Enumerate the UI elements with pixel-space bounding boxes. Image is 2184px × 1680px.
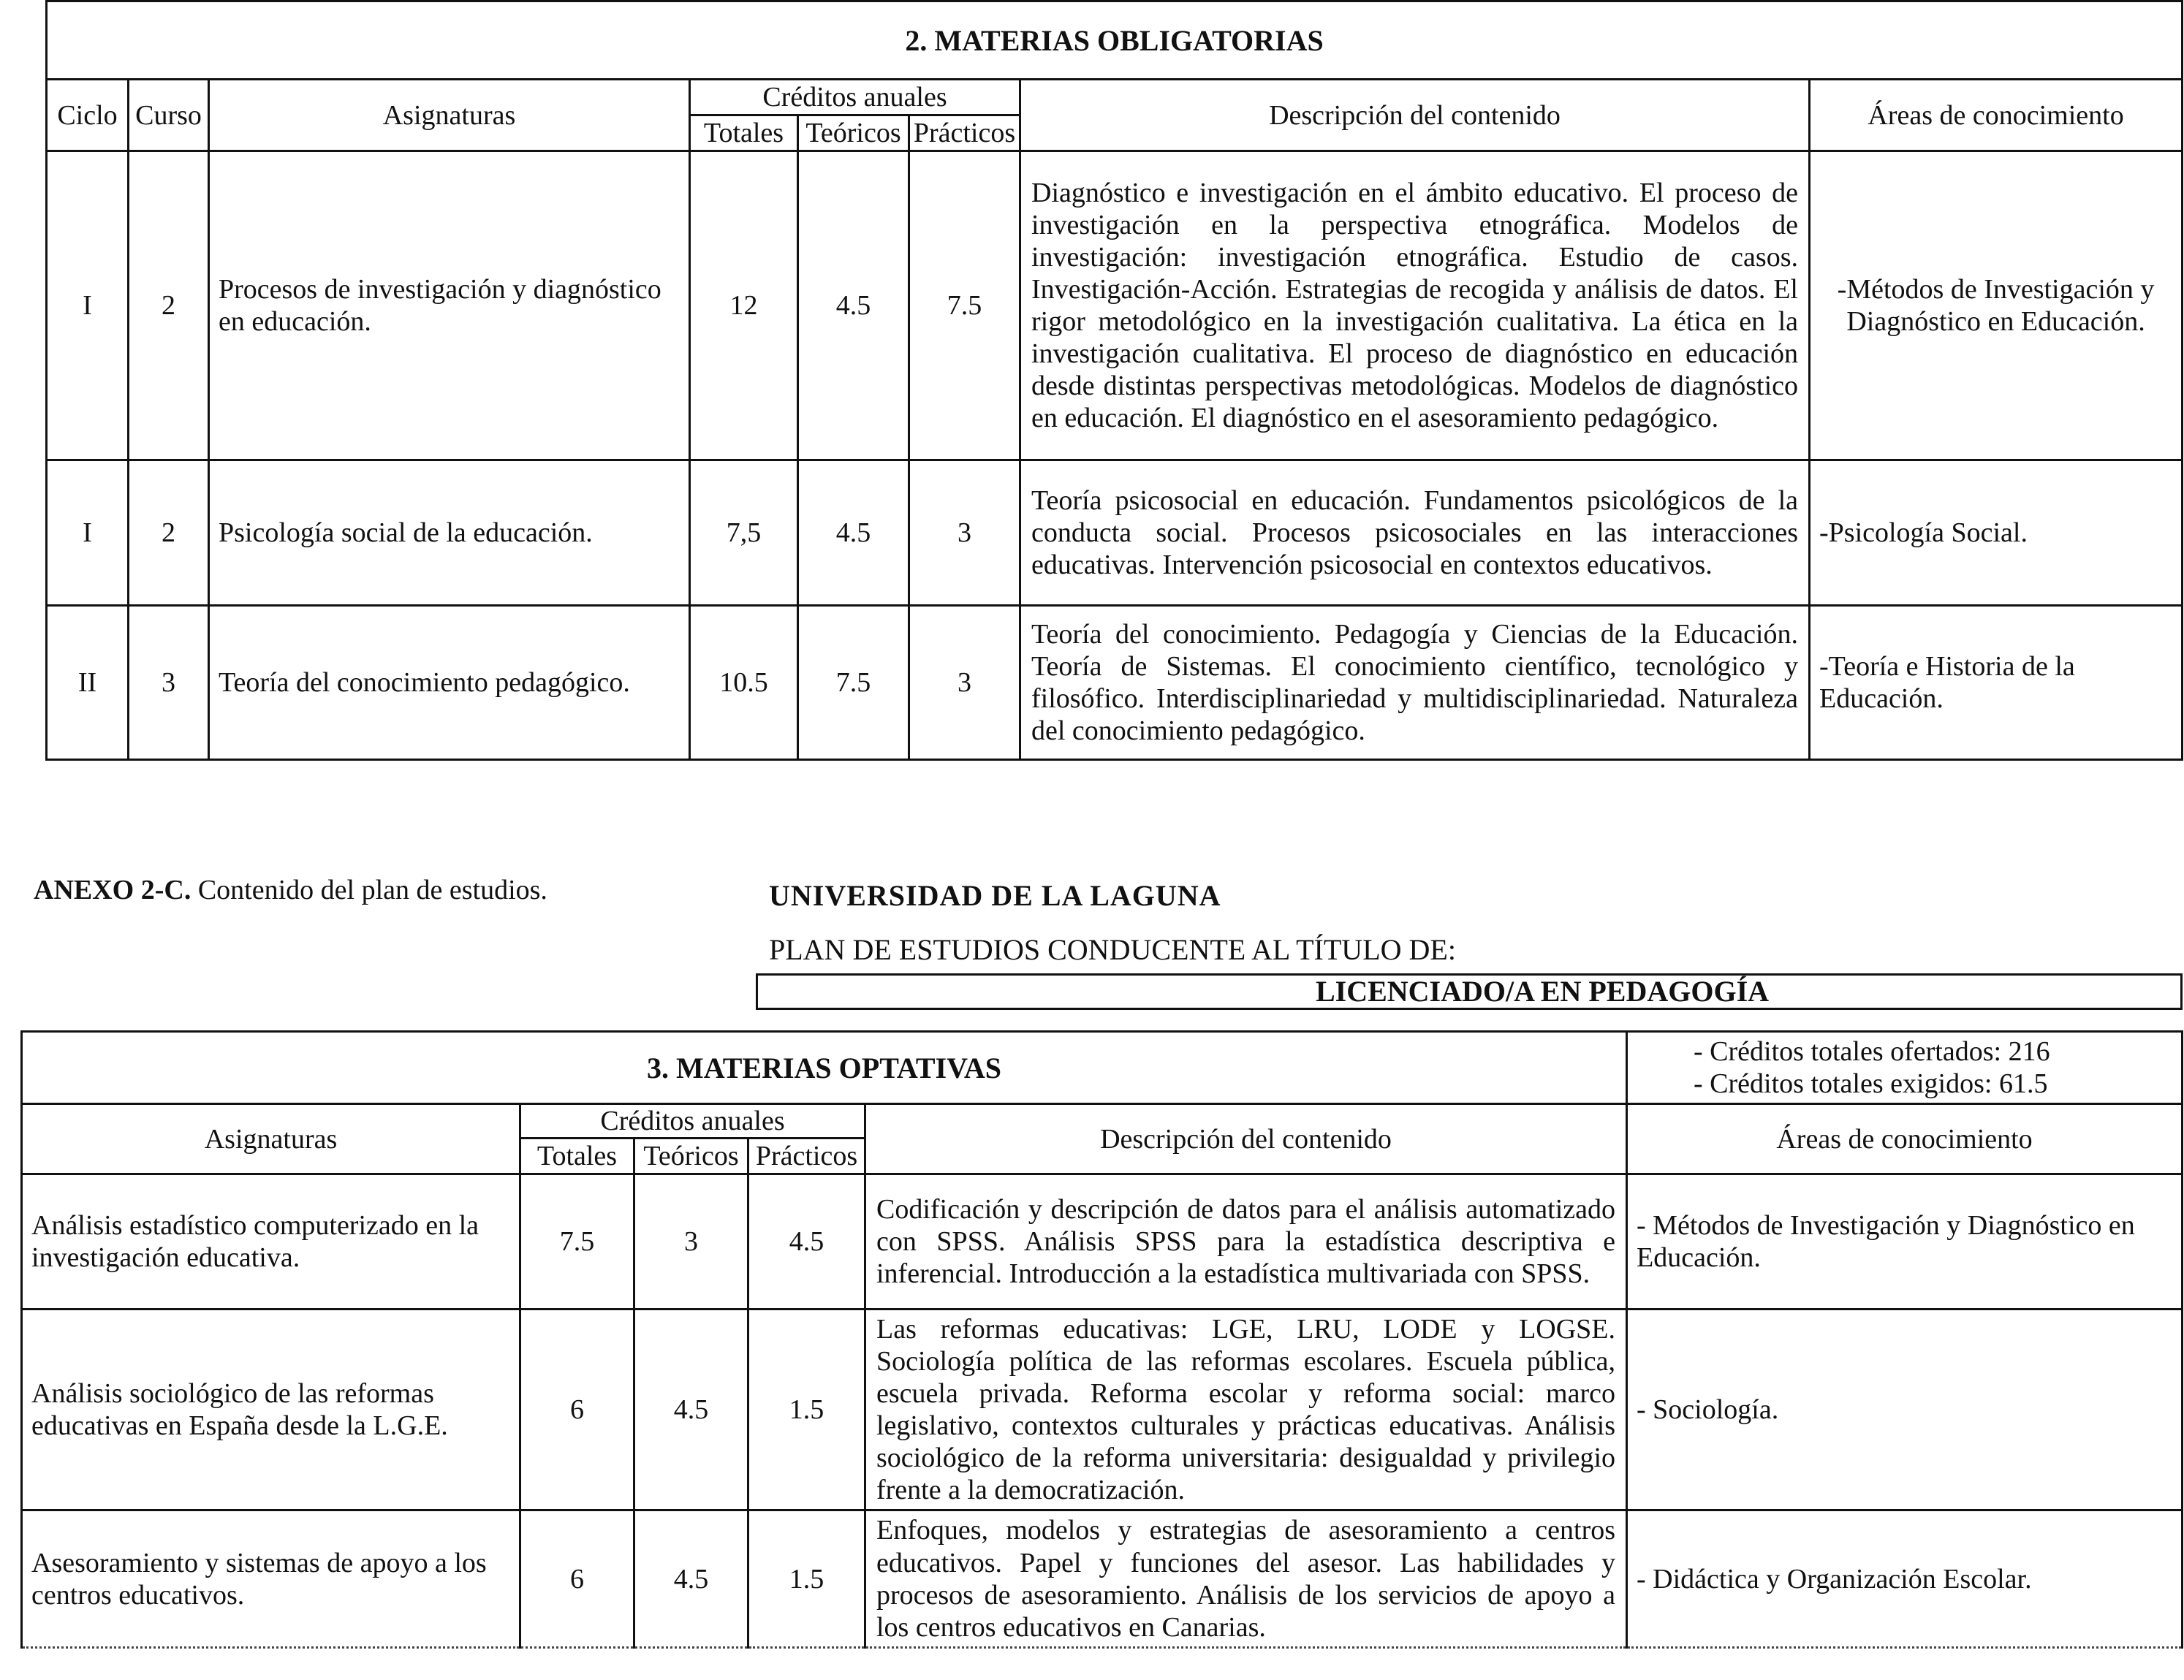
totales-cell: 12 [690, 151, 798, 460]
header-descripcion: Descripción del contenido [1020, 80, 1810, 151]
plan-text: PLAN DE ESTUDIOS CONDUCENTE AL TÍTULO DE: [769, 933, 1456, 966]
table-row [47, 151, 2183, 460]
asignatura-cell: Psicología social de la educación. [209, 460, 690, 606]
ciclo-cell: II [47, 606, 129, 760]
asignatura-cell: Análisis estadístico computerizado en la investigación educativa. [22, 1174, 520, 1310]
header-curso: Curso [129, 80, 209, 151]
optativas-title: 3. MATERIAS OPTATIVAS [22, 1032, 1627, 1104]
titulo-text: LICENCIADO/A EN PEDAGOGÍA [1315, 975, 1770, 1008]
areas-cell: -Métodos de Investigación y Diagnóstico en Educación. [1810, 151, 2183, 460]
ciclo-cell: I [47, 460, 129, 606]
totales-cell: 7,5 [690, 460, 798, 606]
asignatura-cell: Asesoramiento y sistemas de apoyo a los centros educativos. [22, 1510, 520, 1647]
asignatura-cell: Procesos de investigación y diagnóstico en educación. [209, 151, 690, 460]
teoricos-cell: 4.5 [634, 1510, 748, 1647]
anexo-text: Contenido del plan de estudios. [191, 875, 547, 905]
table-row [22, 1510, 2183, 1647]
universidad-name: UNIVERSIDAD DE LA LAGUNA [769, 879, 1221, 912]
areas-cell: - Didáctica y Organización Escolar. [1627, 1510, 2183, 1647]
totales-cell: 6 [520, 1510, 634, 1647]
obligatorias-title: 2. MATERIAS OBLIGATORIAS [47, 1, 2183, 80]
materias-obligatorias-table [45, 0, 2183, 761]
creditos-totales-box [1627, 1032, 2183, 1104]
table-row [47, 606, 2183, 760]
table-row [47, 460, 2183, 606]
totales-cell: 6 [520, 1310, 634, 1510]
header-teoricos: Teóricos [798, 115, 909, 151]
teoricos-cell: 7.5 [798, 606, 909, 760]
anexo-label: ANEXO 2-C. [34, 875, 192, 905]
descripcion-cell: Teoría del conocimiento. Pedagogía y Ciencias de la Educación. Teoría de Sistemas. El conocimiento científico, tecnológico y filosófico. Interdisciplinariedad y multidisciplinariedad. Naturaleza del conocimiento pedagógico. [1020, 606, 1810, 760]
practicos-cell: 7.5 [909, 151, 1020, 460]
table-row [22, 1174, 2183, 1310]
header-totales: Totales [520, 1139, 634, 1174]
teoricos-cell: 3 [634, 1174, 748, 1310]
practicos-cell: 3 [909, 460, 1020, 606]
descripcion-cell: Diagnóstico e investigación en el ámbito educativo. El proceso de investigación en la perspectiva etnográfica. Modelos de investigación: investigación etnográfica. Estudio de casos. Investigación-Acción. Estrategias de recogida y análisis de datos. El rigor metodológico en la investigación cualitativa. La ética en la investigación cualitativa. El proceso de diagnóstico en educación desde distintas perspectivas metodológicas. Modelos de diagnóstico en educación. El diagnóstico en el asesoramiento pedagógico. [1020, 151, 1810, 460]
materias-optativas-table [20, 1030, 2183, 1649]
teoricos-cell: 4.5 [798, 151, 909, 460]
header-practicos: Prácticos [748, 1139, 865, 1174]
teoricos-cell: 4.5 [634, 1310, 748, 1510]
header-practicos: Prácticos [909, 115, 1020, 151]
header-areas: Áreas de conocimiento [1627, 1104, 2183, 1174]
asignatura-cell: Análisis sociológico de las reformas educativas en España desde la L.G.E. [22, 1310, 520, 1510]
totales-cell: 10.5 [690, 606, 798, 760]
asignatura-cell: Teoría del conocimiento pedagógico. [209, 606, 690, 760]
titulo-box [756, 973, 2183, 1010]
creditos-exigidos: - Créditos totales exigidos: 61.5 [1694, 1068, 2048, 1099]
table-row [22, 1310, 2183, 1510]
descripcion-cell: Codificación y descripción de datos para el análisis automatizado con SPSS. Análisis SPSS para la estadística descriptiva e inferencial. Introducción a la estadística multivariada con SPSS. [865, 1174, 1627, 1310]
ciclo-cell: I [47, 151, 129, 460]
header-asignaturas: Asignaturas [209, 80, 690, 151]
areas-cell: -Teoría e Historia de la Educación. [1810, 606, 2183, 760]
totales-cell: 7.5 [520, 1174, 634, 1310]
practicos-cell: 3 [909, 606, 1020, 760]
descripcion-cell: Las reformas educativas: LGE, LRU, LODE y LOGSE. Sociología política de las reformas escolares. Escuela pública, escuela privada. Reforma escolar y reforma social: marco legislativo, contextos culturales y prácticas educativas. Análisis sociológico de la reforma universitaria: desigualdad y privilegio frente a la democratización. [865, 1310, 1627, 1510]
areas-cell: -Psicología Social. [1810, 460, 2183, 606]
teoricos-cell: 4.5 [798, 460, 909, 606]
practicos-cell: 1.5 [748, 1310, 865, 1510]
descripcion-cell: Teoría psicosocial en educación. Fundamentos psicológicos de la conducta social. Procesos psicosociales en las interacciones educativas. Intervención psicosocial en contextos educativos. [1020, 460, 1810, 606]
header-asignaturas: Asignaturas [22, 1104, 520, 1174]
practicos-cell: 1.5 [748, 1510, 865, 1647]
curso-cell: 2 [129, 151, 209, 460]
creditos-ofertados: - Créditos totales ofertados: 216 [1694, 1036, 2050, 1067]
anexo-heading [34, 874, 547, 906]
header-areas: Áreas de conocimiento [1810, 80, 2183, 151]
descripcion-cell: Enfoques, modelos y estrategias de asesoramiento a centros educativos. Papel y funciones del asesor. Las habilidades y procesos de asesoramiento. Análisis de los servicios de apoyo a los centros educativos en Canarias. [865, 1510, 1627, 1647]
header-creditos-anuales: Créditos anuales [690, 80, 1020, 115]
areas-cell: - Sociología. [1627, 1310, 2183, 1510]
header-creditos-anuales: Créditos anuales [520, 1104, 865, 1139]
header-teoricos: Teóricos [634, 1139, 748, 1174]
practicos-cell: 4.5 [748, 1174, 865, 1310]
curso-cell: 2 [129, 460, 209, 606]
curso-cell: 3 [129, 606, 209, 760]
areas-cell: - Métodos de Investigación y Diagnóstico en Educación. [1627, 1174, 2183, 1310]
header-ciclo: Ciclo [47, 80, 129, 151]
header-descripcion: Descripción del contenido [865, 1104, 1627, 1174]
header-totales: Totales [690, 115, 798, 151]
